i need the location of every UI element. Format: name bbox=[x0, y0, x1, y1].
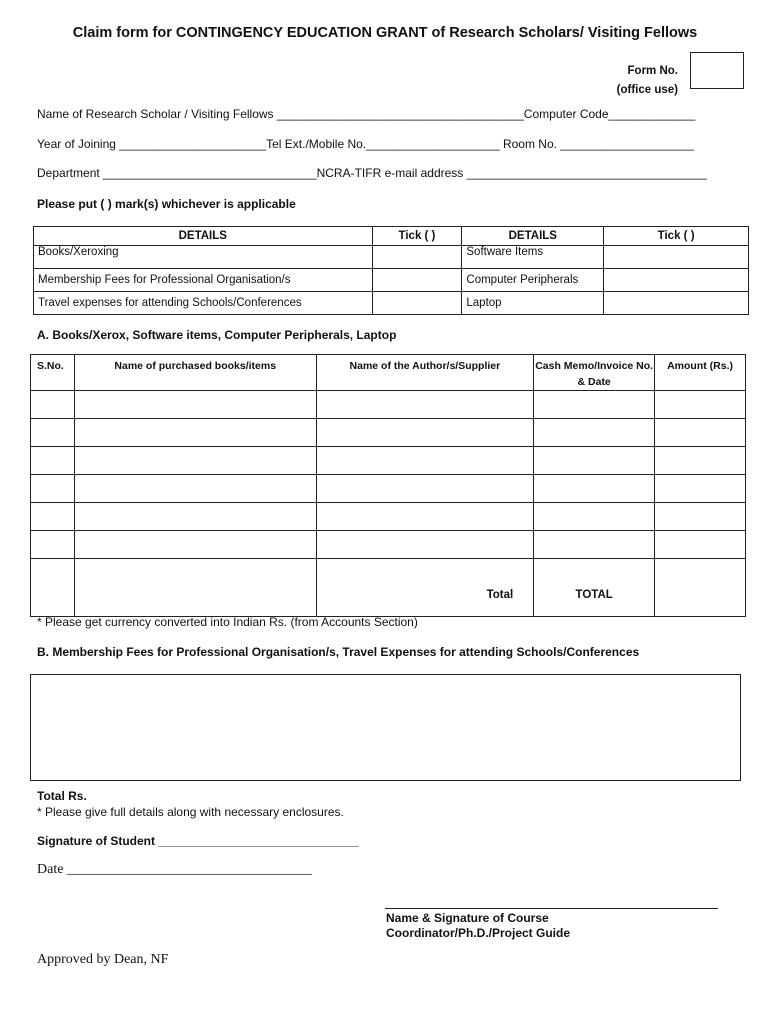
sno-header: S.No. bbox=[31, 355, 75, 391]
cell[interactable] bbox=[534, 531, 655, 559]
cell[interactable] bbox=[655, 447, 746, 475]
tick-cell-travel[interactable] bbox=[372, 292, 462, 315]
name-field-line[interactable]: Name of Research Scholar / Visiting Fellows _____________________________________Computer Code_____________ bbox=[37, 107, 696, 121]
table-row bbox=[31, 419, 746, 447]
total-rs-label: Total Rs. bbox=[37, 789, 87, 803]
cell[interactable] bbox=[316, 503, 534, 531]
invoice-header: Cash Memo/Invoice No. & Date bbox=[534, 355, 655, 391]
cell[interactable] bbox=[534, 475, 655, 503]
cell[interactable] bbox=[31, 447, 75, 475]
cell[interactable] bbox=[316, 447, 534, 475]
cell[interactable] bbox=[316, 419, 534, 447]
item-name-header: Name of purchased books/items bbox=[74, 355, 316, 391]
cell[interactable] bbox=[655, 475, 746, 503]
cell[interactable] bbox=[74, 559, 316, 617]
detail-books: Books/Xeroxing bbox=[34, 246, 373, 269]
tick-row bbox=[34, 292, 749, 315]
cell[interactable] bbox=[74, 447, 316, 475]
section-a-heading: A. Books/Xerox, Software items, Computer Peripherals, Laptop bbox=[37, 328, 397, 342]
cell[interactable] bbox=[655, 419, 746, 447]
detail-laptop: Laptop bbox=[462, 292, 604, 315]
cell[interactable] bbox=[534, 447, 655, 475]
detail-software: Software Items bbox=[462, 246, 604, 269]
office-use-text: (office use) bbox=[616, 84, 678, 96]
form-number-label bbox=[617, 62, 678, 100]
tick-table-header bbox=[34, 227, 749, 246]
cell[interactable] bbox=[316, 475, 534, 503]
cell[interactable] bbox=[31, 391, 75, 419]
coordinator-label bbox=[386, 911, 570, 941]
cell[interactable] bbox=[316, 391, 534, 419]
cell[interactable] bbox=[534, 419, 655, 447]
tick-cell-membership[interactable] bbox=[372, 269, 462, 292]
cell[interactable] bbox=[31, 475, 75, 503]
year-field-line[interactable]: Year of Joining ______________________Tel Ext./Mobile No.____________________ Room No. ____________________ bbox=[37, 137, 694, 151]
tick-table bbox=[33, 226, 749, 315]
cell[interactable] bbox=[74, 391, 316, 419]
table-row bbox=[31, 503, 746, 531]
tick-cell-laptop[interactable] bbox=[604, 292, 749, 315]
tick-cell-books[interactable] bbox=[372, 246, 462, 269]
coordinator-label-line1: Name & Signature of Course bbox=[386, 911, 549, 925]
items-table-header bbox=[31, 355, 746, 391]
cell[interactable] bbox=[655, 503, 746, 531]
cell[interactable] bbox=[74, 503, 316, 531]
date-line[interactable]: Date ___________________________________ bbox=[37, 862, 312, 877]
cell[interactable] bbox=[534, 391, 655, 419]
total-label: Total bbox=[316, 559, 534, 617]
tick-header: Tick ( ) bbox=[372, 227, 462, 246]
total-amount-cell[interactable] bbox=[655, 559, 746, 617]
table-row bbox=[31, 531, 746, 559]
section-b-box[interactable] bbox=[30, 674, 741, 781]
cell[interactable] bbox=[655, 391, 746, 419]
total-label-caps: TOTAL bbox=[534, 559, 655, 617]
form-number-box[interactable] bbox=[690, 52, 744, 89]
cell[interactable] bbox=[31, 531, 75, 559]
approved-by-text: Approved by Dean, NF bbox=[37, 952, 169, 967]
tick-instruction: Please put ( ) mark(s) whichever is applicable bbox=[37, 197, 296, 211]
items-table bbox=[30, 354, 746, 617]
section-b-heading: B. Membership Fees for Professional Organisation/s, Travel Expenses for attending Schools/Conferences bbox=[37, 645, 640, 659]
department-field-line[interactable]: Department ________________________________NCRA-TIFR e-mail address ____________________________________ bbox=[37, 166, 707, 180]
form-number-text: Form No. bbox=[627, 65, 678, 77]
cell[interactable] bbox=[74, 531, 316, 559]
details-header: DETAILS bbox=[462, 227, 604, 246]
tick-cell-software[interactable] bbox=[604, 246, 749, 269]
cell[interactable] bbox=[31, 419, 75, 447]
tick-row bbox=[34, 246, 749, 269]
student-signature-line[interactable]: Signature of Student ______________________________ bbox=[37, 834, 359, 848]
cell[interactable] bbox=[316, 531, 534, 559]
detail-travel: Travel expenses for attending Schools/Conferences bbox=[34, 292, 373, 315]
author-header: Name of the Author/s/Supplier bbox=[316, 355, 534, 391]
table-row bbox=[31, 391, 746, 419]
detail-peripherals: Computer Peripherals bbox=[462, 269, 604, 292]
currency-note: * Please get currency converted into Indian Rs. (from Accounts Section) bbox=[37, 615, 418, 629]
details-header: DETAILS bbox=[34, 227, 373, 246]
tick-row bbox=[34, 269, 749, 292]
coordinator-label-line2: Coordinator/Ph.D./Project Guide bbox=[386, 926, 571, 940]
tick-header: Tick ( ) bbox=[604, 227, 749, 246]
coordinator-signature-line[interactable] bbox=[385, 908, 718, 909]
cell[interactable] bbox=[534, 503, 655, 531]
form-title: Claim form for CONTINGENCY EDUCATION GRANT of Research Scholars/ Visiting Fellows bbox=[72, 25, 698, 41]
table-row bbox=[31, 475, 746, 503]
details-note: * Please give full details along with necessary enclosures. bbox=[37, 805, 344, 819]
tick-cell-peripherals[interactable] bbox=[604, 269, 749, 292]
cell[interactable] bbox=[31, 503, 75, 531]
cell[interactable] bbox=[74, 419, 316, 447]
detail-membership: Membership Fees for Professional Organisation/s bbox=[34, 269, 373, 292]
cell[interactable] bbox=[74, 475, 316, 503]
total-row bbox=[31, 559, 746, 617]
amount-header: Amount (Rs.) bbox=[655, 355, 746, 391]
table-row bbox=[31, 447, 746, 475]
cell[interactable] bbox=[31, 559, 75, 617]
cell[interactable] bbox=[655, 531, 746, 559]
